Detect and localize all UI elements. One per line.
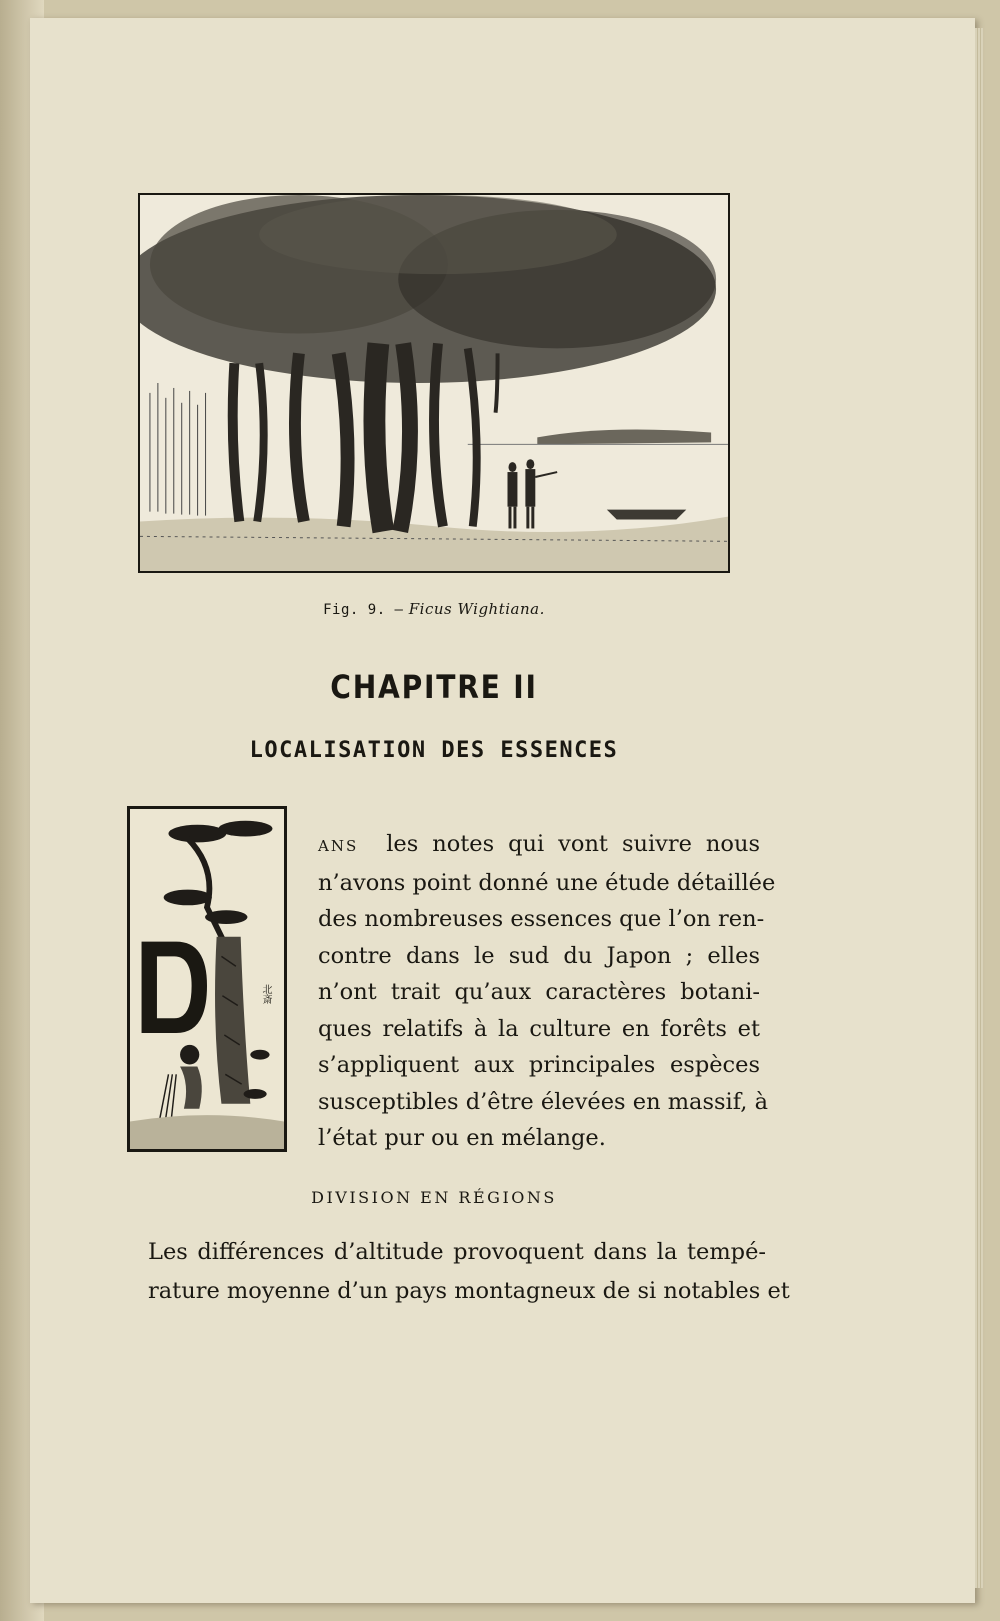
dropcap-word-rest: ANS xyxy=(318,837,359,855)
section-heading: DIVISION EN RÉGIONS xyxy=(311,1188,557,1207)
text-line: rature moyenne d’un pays montagneux de si notables et xyxy=(148,1278,790,1304)
page-edges xyxy=(975,28,983,1588)
text-line: ques relatifs à la culture en forêts et xyxy=(318,1015,760,1042)
intro-paragraph xyxy=(318,826,776,1157)
seal-text: 北斎 xyxy=(260,984,271,1004)
text-line: contre dans le sud du Japon ; elles xyxy=(318,942,760,969)
chapter-title: CHAPITRE II xyxy=(330,668,538,706)
figure-caption xyxy=(138,600,730,618)
chapter-subtitle: LOCALISATION DES ESSENCES xyxy=(249,738,619,763)
text-line: n’ont trait qu’aux caractères botani- xyxy=(318,979,760,1005)
figure-illustration-ficus xyxy=(138,193,730,573)
text-line: Les différences d’altitude provoquent dans la tempé- xyxy=(148,1239,766,1265)
section-paragraph xyxy=(148,1233,790,1311)
text-line: des nombreuses essences que l’on ren- xyxy=(318,906,765,932)
intro-first-line-text: les notes qui vont suivre nous xyxy=(386,831,761,857)
figure-label: Fig. 9. — xyxy=(323,602,404,618)
text-line: l’état pur ou en mélange. xyxy=(318,1125,606,1151)
text-line: susceptibles d’être élevées en massif, à xyxy=(318,1088,768,1115)
intro-first-line xyxy=(318,826,760,865)
text-line: s’appliquent aux principales espèces xyxy=(318,1052,760,1078)
dropcap-illustration xyxy=(127,806,287,1152)
figure-name: Ficus Wightiana. xyxy=(408,600,545,618)
text-line: n’avons point donné une étude détaillée xyxy=(318,869,776,896)
